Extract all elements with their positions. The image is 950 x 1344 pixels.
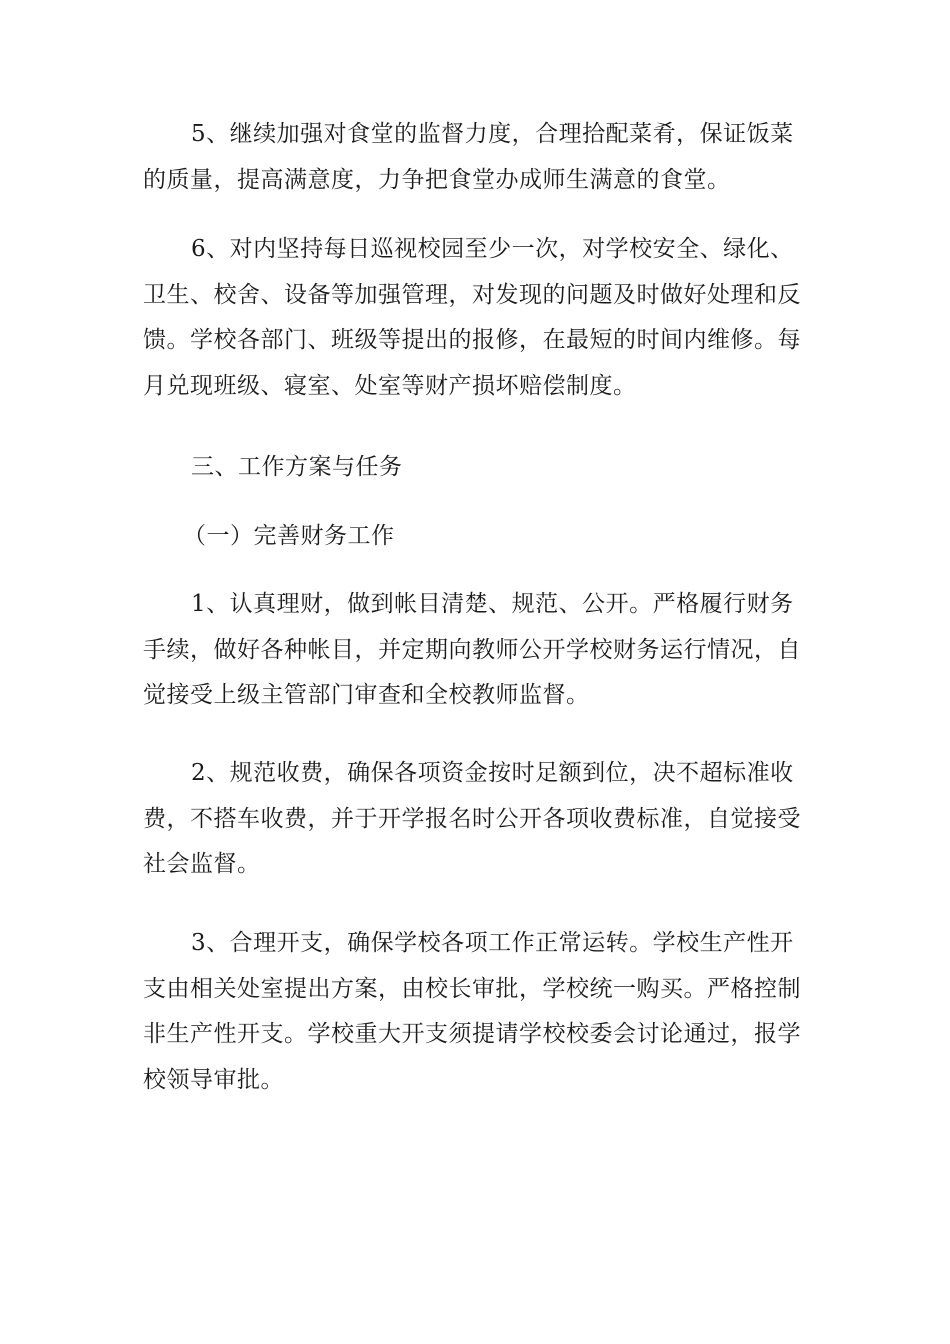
subsection-heading: （一）完善财务工作: [183, 523, 395, 549]
paragraph-item-6: [143, 227, 811, 409]
paragraph-line: 卫生、校舍、设备等加强管理，对发现的问题及时做好处理和反: [143, 281, 801, 308]
paragraph-line: 支由相关处室提出方案，由校长审批，学校统一购买。严格控制: [143, 975, 801, 1002]
paragraph-line: 社会监督。: [143, 851, 261, 877]
finance-item-1: [143, 582, 811, 719]
paragraph-line: 5、继续加强对食堂的监督力度，合理拾配菜肴，保证饭菜: [191, 121, 794, 147]
paragraph-line: 费，不搭车收费，并于开学报名时公开各项收费标准，自觉接受: [143, 805, 801, 832]
paragraph-line: 的质量，提高满意度，力争把食堂办成师生满意的食堂。: [143, 166, 731, 193]
paragraph-line: 非生产性开支。学校重大开支须提请学校校委会讨论通过，报学: [143, 1021, 801, 1047]
paragraph-item-5: [143, 112, 811, 203]
finance-item-3: [143, 921, 811, 1103]
paragraph-line: 校领导审批。: [143, 1066, 284, 1093]
section-heading: 三、工作方案与任务: [191, 454, 403, 480]
paragraph-line: 月兑现班级、寝室、处室等财产损坏赔偿制度。: [143, 372, 637, 399]
paragraph-line: 1、认真理财，做到帐目清楚、规范、公开。严格履行财务: [191, 591, 794, 617]
paragraph-line: 2、规范收费，确保各项资金按时足额到位，决不超标准收: [191, 760, 794, 786]
paragraph-line: 觉接受上级主管部门审查和全校教师监督。: [143, 682, 590, 708]
finance-item-2: [143, 751, 811, 888]
paragraph-line: 馈。学校各部门、班级等提出的报修，在最短的时间内维修。每: [143, 327, 801, 353]
paragraph-line: 手续，做好各种帐目，并定期向教师公开学校财务运行情况，自: [143, 636, 801, 663]
paragraph-line: 3、合理开支，确保学校各项工作正常运转。学校生产性开: [191, 930, 794, 956]
paragraph-line: 6、对内坚持每日巡视校园至少一次，对学校安全、绿化、: [191, 236, 794, 262]
